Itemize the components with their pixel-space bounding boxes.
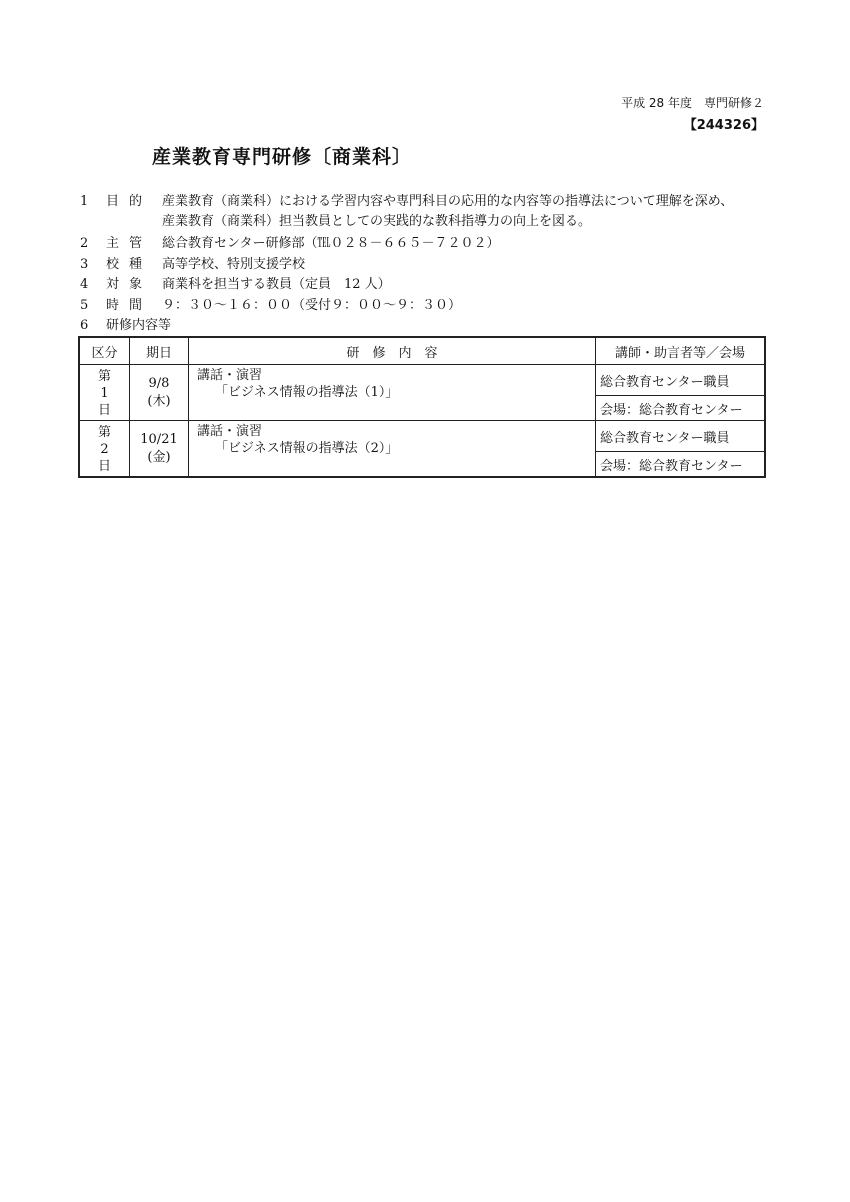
content-title: 講話・演習 (197, 368, 263, 383)
purpose-line-2: 産業教育（商業科）担当教員としての実践的な教科指導力の向上を図る。 (162, 214, 592, 229)
item-school-type (80, 255, 162, 275)
venue-cell: 会場：総合教育センター (596, 452, 766, 478)
item-target (80, 275, 162, 295)
content-topic: 「ビジネス情報の指導法（2）」 (215, 441, 399, 456)
content-cell (189, 421, 596, 478)
header-kubun: 区分 (79, 337, 130, 365)
purpose-line-1: 産業教育（商業科）における学習内容や専門科目の応用的な内容等の指導法について理解を深め、 (162, 194, 734, 209)
item-number: 6 (80, 318, 89, 333)
header-date: 期日 (130, 337, 189, 365)
organizer-text: 総合教育センター研修部（℡０２８－６６５－７２０２） (162, 236, 500, 251)
time-text: ９：３０～１６：００（受付９：００～９：３０） (162, 298, 462, 313)
header-instructor: 講師・助言者等／会場 (596, 337, 766, 365)
item-label: 時間 (106, 298, 153, 313)
instructor-cell: 総合教育センター職員 (596, 365, 766, 396)
schedule-table (78, 336, 766, 478)
target-text: 商業科を担当する教員（定員 12 人） (162, 277, 391, 292)
table-row (79, 421, 765, 452)
item-organizer (80, 234, 162, 254)
date-value: 9/8 (148, 375, 170, 391)
course-code: 【244326】 (683, 118, 764, 133)
venue-cell: 会場：総合教育センター (596, 396, 766, 421)
item-time (80, 296, 162, 316)
fiscal-year-label: 平成 28 年度 専門研修２ (621, 96, 764, 110)
item-label: 主管 (106, 236, 153, 251)
item-number: 5 (80, 298, 89, 313)
header-content: 研 修 内 容 (189, 337, 596, 365)
item-number: 2 (80, 236, 89, 251)
item-number: 3 (80, 257, 89, 272)
content-cell (189, 365, 596, 421)
item-content (80, 316, 171, 336)
day-char: 日 (97, 459, 111, 474)
table-header-row (79, 337, 765, 365)
weekday-value: (金) (147, 449, 171, 465)
day-cell (79, 365, 130, 421)
date-value: 10/21 (140, 431, 178, 447)
item-label: 研修内容等 (106, 318, 172, 333)
date-cell (130, 365, 189, 421)
content-topic: 「ビジネス情報の指導法（1）」 (215, 385, 399, 400)
day-char: 第 (97, 425, 111, 440)
day-number: 2 (100, 442, 109, 457)
day-char: 第 (97, 369, 111, 384)
item-label: 校種 (106, 257, 153, 272)
item-purpose (80, 192, 162, 212)
school-type-text: 高等学校、特別支援学校 (162, 257, 306, 272)
item-label: 対象 (106, 277, 153, 292)
page-title: 産業教育専門研修〔商業科〕 (152, 146, 413, 168)
day-char: 日 (97, 403, 111, 418)
instructor-cell: 総合教育センター職員 (596, 421, 766, 452)
day-cell (79, 421, 130, 478)
item-label: 目的 (106, 194, 153, 209)
date-cell (130, 421, 189, 478)
item-number: 1 (80, 194, 89, 209)
item-number: 4 (80, 277, 89, 292)
table-row (79, 365, 765, 396)
content-title: 講話・演習 (197, 424, 263, 439)
day-number: 1 (100, 386, 109, 401)
weekday-value: (木) (147, 393, 171, 409)
